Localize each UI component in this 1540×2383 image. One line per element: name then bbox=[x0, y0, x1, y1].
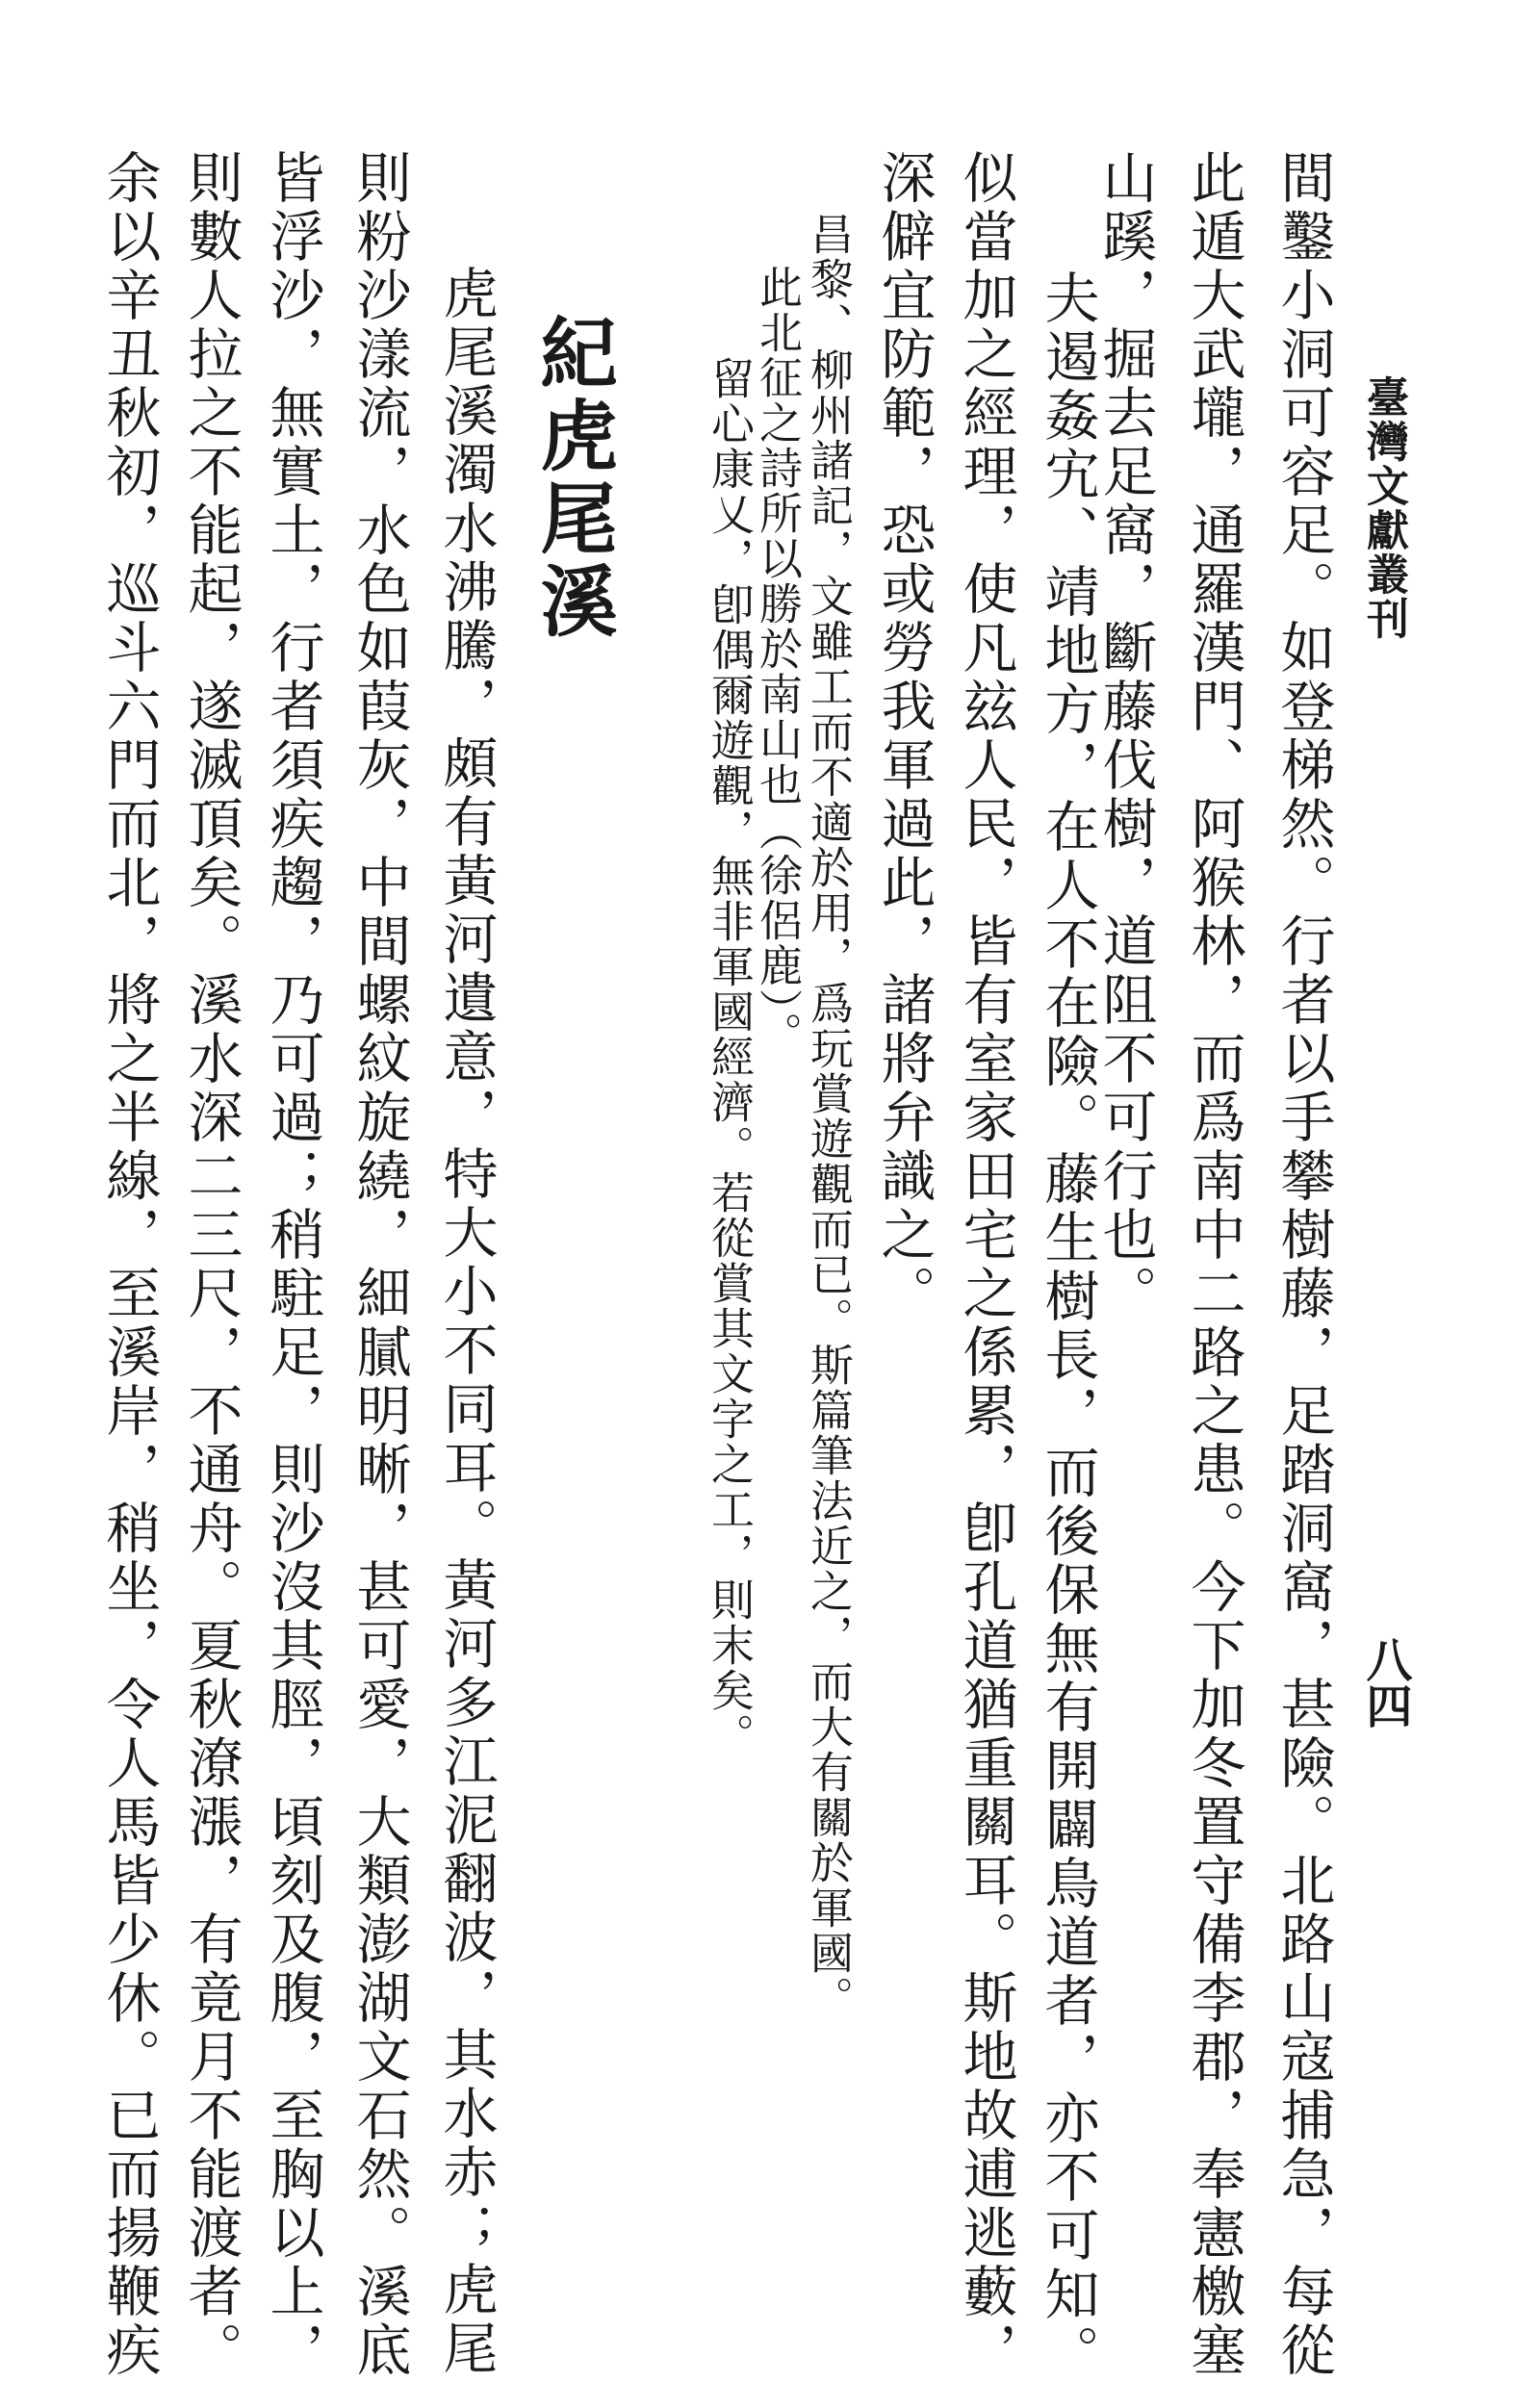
text-line: 夫遏姦宄、靖地方，在人不在險。藤生樹長，而後保無有開闢鳥道者，亦不可知。 bbox=[1036, 269, 1099, 2383]
text-line: 似當加之經理，使凡玆人民，皆有室家田宅之係累，卽孔道猶重關耳。斯地故逋逃藪， bbox=[954, 149, 1017, 2380]
text-line: 此遁大武壠，通羅漢門、阿猴林，而爲南中二路之患。今下加冬置守備李郡，奉憲檄塞 bbox=[1182, 149, 1245, 2380]
text-line: 則粉沙漾流，水色如葭灰，中間螺紋旋繞，細膩明晰，甚可愛，大類澎湖文石然。溪底 bbox=[347, 149, 411, 2380]
page-number: 八四 bbox=[1358, 1636, 1412, 1729]
running-header-title: 臺灣文獻叢刊 bbox=[1359, 375, 1408, 641]
text-line: 皆浮沙，無實土，行者須疾趨，乃可過；稍駐足，則沙沒其脛，頃刻及腹，至胸以上， bbox=[261, 149, 324, 2380]
text-line: 間鑿小洞可容足。如登梯然。行者以手攀樹藤，足踏洞窩，甚險。北路山寇捕急，每從 bbox=[1271, 149, 1335, 2380]
text-line: 深僻宜防範，恐或勞我軍過此，諸將弁識之。 bbox=[872, 149, 936, 1323]
text-line: 則數人拉之不能起，遂滅頂矣。溪水深二三尺，不通舟。夏秋潦漲，有竟月不能渡者。 bbox=[179, 149, 243, 2380]
text-line: 虎尾溪濁水沸騰，頗有黃河遺意，特大小不同耳。黃河多江泥翻波，其水赤；虎尾 bbox=[434, 265, 498, 2378]
text-line: 余以辛丑秋初，巡斗六門而北，將之半線，至溪岸，稍坐，令人馬皆少休。已而揚鞭疾 bbox=[97, 149, 161, 2380]
commentary-line: 昌黎、柳州諸記，文雖工而不適於用，爲玩賞遊觀而已。斯篇筆法近之，而大有關於軍國。 bbox=[803, 212, 854, 2021]
commentary-line: 留心康乂，卽偶爾遊觀，無非軍國經濟。若從賞其文字之工，則末矣。 bbox=[704, 356, 755, 1758]
section-title: 紀虎尾溪 bbox=[527, 313, 618, 644]
text-line: 山蹊，掘去足窩，斷藤伐樹，道阻不可行也。 bbox=[1093, 149, 1157, 1323]
commentary-line: 此北征之詩所以勝於南山也（徐侶鹿）。 bbox=[752, 265, 803, 1058]
